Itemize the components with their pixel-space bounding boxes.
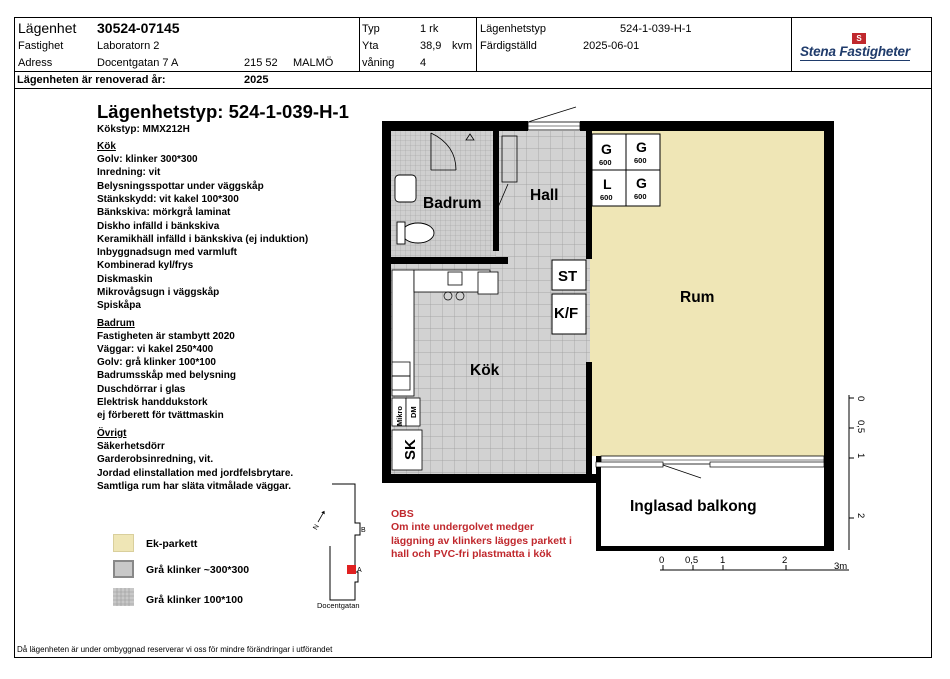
wall-badrum-hall bbox=[493, 131, 499, 251]
badrum-spec-item: ej förberett för tvättmaskin bbox=[97, 410, 224, 422]
vscale-label: 0 bbox=[855, 396, 866, 402]
ovrigt-heading: Övrigt bbox=[97, 428, 127, 439]
wardrobe-size: 600 bbox=[634, 156, 647, 165]
fridge-cabinet bbox=[478, 272, 498, 294]
obs-line: Om inte undergolvet medger bbox=[391, 521, 534, 534]
ovrigt-spec-item: Jordad elinstallation med jordfelsbrytare. bbox=[97, 467, 294, 479]
kok-spec-item: Diskho infälld i bänkskiva bbox=[97, 220, 220, 232]
renoverad-value: 2025 bbox=[244, 74, 269, 86]
badrum-spec-item: Badrumsskåp med belysning bbox=[97, 370, 236, 382]
outer-wall-top-b bbox=[580, 121, 832, 131]
header-divider bbox=[14, 71, 932, 72]
wall-kok-rum bbox=[586, 362, 592, 474]
kokstyp: Kökstyp: MMX212H bbox=[97, 124, 190, 135]
obs-line: hall och PVC-fri plastmatta i kök bbox=[391, 548, 552, 561]
hscale-label: 0,5 bbox=[685, 555, 699, 566]
obs-line: OBS bbox=[391, 508, 414, 520]
keymap-label-b: B bbox=[361, 527, 366, 534]
washbasin-icon bbox=[395, 175, 416, 202]
st-label: ST bbox=[558, 268, 578, 285]
wardrobe-size: 600 bbox=[600, 193, 613, 202]
room-label-kok: Kök bbox=[470, 362, 500, 379]
kok-spec-item: Inbyggnadsugn med varmluft bbox=[97, 247, 238, 259]
kok-spec-item: Mikrovågsugn i väggskåp bbox=[97, 287, 220, 298]
legend-klinker-300-label: Grå klinker ~300*300 bbox=[146, 564, 250, 576]
kf-label: K/F bbox=[554, 305, 579, 322]
balkong-wall-left bbox=[596, 456, 601, 551]
hscale-label: 1 bbox=[720, 555, 726, 566]
kok-spec-item: Diskmaskin bbox=[97, 273, 153, 285]
wardrobe-letter: L bbox=[603, 176, 612, 192]
hscale-label: 3m bbox=[834, 561, 848, 572]
entrance-door-swing bbox=[528, 107, 576, 122]
yta-value: 38,9 bbox=[420, 40, 442, 52]
kok-spec-item: Golv: klinker 300*300 bbox=[97, 154, 198, 165]
sk-label: SK bbox=[402, 439, 419, 460]
fardigstalld-label: Färdigställd bbox=[480, 40, 537, 52]
kitchen-counter bbox=[392, 270, 414, 396]
vaning-value: 4 bbox=[420, 57, 427, 69]
kok-spec-item: Stänkskydd: vit kakel 100*300 bbox=[97, 193, 239, 205]
kok-spec-item: Bänkskiva: mörkgrå laminat bbox=[97, 207, 231, 219]
wall-hall-rum bbox=[586, 131, 592, 259]
keymap-street: Docentgatan bbox=[317, 601, 360, 610]
kok-spec-item: Kombinerad kyl/frys bbox=[97, 260, 194, 272]
adress-value: Docentgatan 7 A bbox=[97, 57, 179, 69]
renoverad-label: Lägenheten är renoverad år: bbox=[17, 74, 166, 86]
badrum-heading: Badrum bbox=[97, 318, 135, 329]
room-label-balkong: Inglasad balkong bbox=[630, 498, 757, 515]
lagenhetstyp-label: Lägenhetstyp bbox=[480, 23, 547, 35]
north-arrow-icon bbox=[312, 510, 329, 532]
lagenhet-value: 30524-07145 bbox=[97, 20, 180, 36]
kok-spec-item: Belysningsspottar under väggskåp bbox=[97, 180, 264, 192]
vscale-label: 2 bbox=[855, 513, 866, 519]
typ-label: Typ bbox=[362, 23, 380, 35]
room-label-badrum: Badrum bbox=[423, 195, 482, 212]
kok-spec-item: Spiskåpa bbox=[97, 300, 141, 312]
mikro-label: Mikro bbox=[395, 405, 404, 426]
wardrobe-size: 600 bbox=[599, 158, 612, 167]
ovrigt-spec-item: Samtliga rum har släta vitmålade väggar. bbox=[97, 480, 291, 492]
typ-value: 1 rk bbox=[420, 23, 439, 35]
apartment-type-title: Lägenhetstyp: 524-1-039-H-1 bbox=[97, 101, 349, 122]
dm-label: DM bbox=[409, 406, 418, 418]
vaning-label: våning bbox=[362, 57, 395, 69]
wardrobe-letter: G bbox=[636, 139, 647, 155]
legend-klinker-300-swatch bbox=[113, 560, 134, 578]
obs-line: läggning av klinkers lägges parkett i bbox=[391, 534, 572, 547]
north-label: N bbox=[312, 523, 321, 532]
kok-spec-item: Inredning: vit bbox=[97, 167, 161, 179]
legend-parkett-label: Ek-parkett bbox=[146, 538, 198, 550]
wardrobe-group bbox=[592, 134, 660, 206]
yta-unit: kvm bbox=[452, 40, 473, 52]
room-label-hall: Hall bbox=[530, 187, 559, 204]
keymap-apartment-marker bbox=[347, 565, 356, 574]
vscale-label: 0,5 bbox=[855, 420, 866, 434]
stena-logo bbox=[800, 33, 925, 63]
fastighet-value: Laboratorn 2 bbox=[97, 40, 160, 52]
logo-mark-icon: S bbox=[852, 33, 866, 44]
ort: MALMÖ bbox=[293, 57, 334, 69]
legend-parkett-swatch bbox=[113, 534, 134, 552]
kok-spec-item: Keramikhäll infälld i bänkskiva (ej induktion) bbox=[97, 233, 309, 245]
scale-bars bbox=[650, 390, 880, 575]
fardigstalld-value: 2025-06-01 bbox=[583, 40, 640, 52]
wardrobe-letter: G bbox=[601, 141, 612, 157]
wardrobe-size: 600 bbox=[634, 192, 647, 201]
lagenhet-label: Lägenhet bbox=[18, 20, 77, 36]
postnummer: 215 52 bbox=[244, 57, 278, 69]
building-keymap bbox=[300, 478, 380, 613]
outer-wall-top-a bbox=[382, 121, 528, 131]
fastighet-label: Fastighet bbox=[18, 40, 64, 52]
hscale-label: 0 bbox=[659, 555, 665, 566]
hscale-label: 2 bbox=[782, 555, 788, 566]
logo-text: Stena Fastigheter bbox=[800, 44, 910, 59]
lagenhetstyp-value: 524-1-039-H-1 bbox=[620, 23, 692, 35]
adress-label: Adress bbox=[18, 57, 53, 69]
badrum-spec-item: Fastigheten är stambytt 2020 bbox=[97, 330, 235, 342]
badrum-spec-item: Väggar: vi kakel 250*400 bbox=[97, 343, 214, 355]
header-col-divider-3 bbox=[791, 17, 792, 72]
vscale-label: 1 bbox=[855, 453, 866, 459]
yta-label: Yta bbox=[362, 40, 379, 52]
legend-klinker-100-swatch bbox=[113, 588, 134, 606]
wall-badrum-kok bbox=[390, 257, 498, 264]
header-col-divider-1 bbox=[359, 17, 360, 72]
outer-wall-bottom bbox=[382, 474, 600, 483]
ovrigt-spec-item: Säkerhetsdörr bbox=[97, 441, 165, 452]
keymap-label-a: A bbox=[357, 567, 362, 574]
wall-hall-kok-stub bbox=[498, 257, 508, 264]
legend-klinker-100-label: Grå klinker 100*100 bbox=[146, 594, 243, 606]
room-label-rum: Rum bbox=[680, 289, 715, 306]
badrum-spec-item: Elektrisk handdukstork bbox=[97, 397, 208, 408]
toilet-icon bbox=[402, 223, 434, 243]
wardrobe-letter: G bbox=[636, 175, 647, 191]
kok-heading: Kök bbox=[97, 141, 116, 152]
badrum-spec-item: Golv: grå klinker 100*100 bbox=[97, 357, 216, 369]
header-bottom-line bbox=[14, 88, 932, 89]
header-col-divider-2 bbox=[476, 17, 477, 72]
outer-wall-left bbox=[382, 121, 391, 483]
footer-disclaimer: Då lägenheten är under ombyggnad reserverar vi oss för mindre förändringar i utförandet bbox=[17, 645, 333, 654]
ovrigt-spec-item: Garderobsinredning, vit. bbox=[97, 454, 214, 466]
badrum-spec-item: Duschdörrar i glas bbox=[97, 383, 186, 395]
